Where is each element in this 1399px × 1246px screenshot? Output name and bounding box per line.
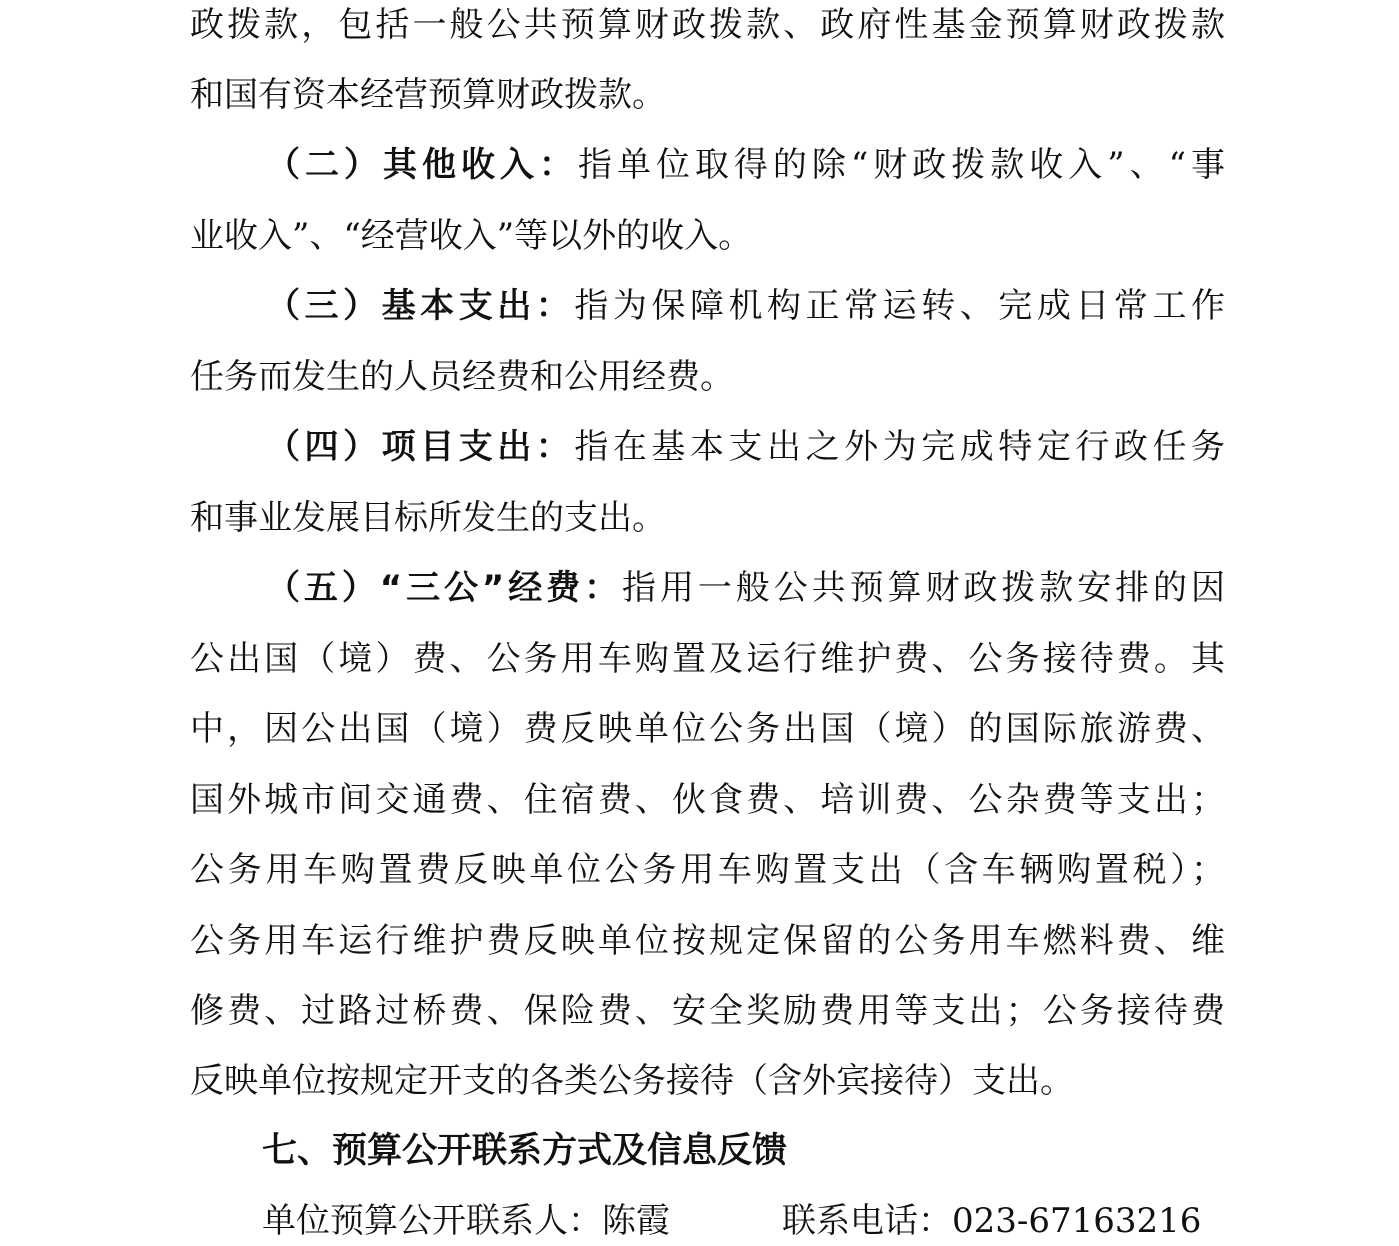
paragraph-line: 国外城市间交通费、住宿费、伙食费、培训费、公杂费等支出；: [190, 780, 1225, 820]
term-project-expenditure: （四）项目支出：: [266, 427, 575, 467]
paragraph-line: 政拨款，包括一般公共预算财政拨款、政府性基金预算财政拨款: [190, 5, 1225, 45]
section-heading: 七、预算公开联系方式及信息反馈: [262, 1131, 788, 1171]
paragraph-line: 公出国（境）费、公务用车购置及运行维护费、公务接待费。其: [190, 639, 1225, 679]
definition-project-expenditure: [266, 422, 1225, 472]
paragraph-line: 反映单位按规定开支的各类公务接待（含外宾接待）支出。: [190, 1061, 1074, 1101]
contact-person: 单位预算公开联系人：陈霞: [262, 1201, 670, 1241]
definition-basic-expenditure: [266, 281, 1225, 331]
definition-text: 指为保障机构正常运转、完成日常工作: [574, 286, 1226, 326]
paragraph-line: 公务用车运行维护费反映单位按规定保留的公务用车燃料费、维: [190, 921, 1225, 961]
paragraph-line: 和事业发展目标所发生的支出。: [190, 498, 666, 538]
definition-three-public-expenses: [266, 563, 1225, 613]
term-basic-expenditure: （三）基本支出：: [266, 286, 575, 326]
definition-text: 指在基本支出之外为完成特定行政任务: [574, 427, 1226, 467]
term-three-public-expenses: （五）“三公”经费：: [266, 568, 623, 608]
paragraph-line: 修费、过路过桥费、保险费、安全奖励费用等支出；公务接待费: [190, 991, 1225, 1031]
contact-info: [262, 1196, 1202, 1246]
paragraph-line: 业收入”、“经营收入”等以外的收入。: [190, 216, 753, 256]
definition-text: 指单位取得的除“财政拨款收入”、“事: [577, 145, 1225, 185]
term-other-income: （二）其他收入：: [266, 145, 578, 185]
contact-phone: 联系电话：023-67163216: [782, 1201, 1202, 1241]
definition-text: 指用一般公共预算财政拨款安排的因: [622, 568, 1225, 608]
paragraph-line: 任务而发生的人员经费和公用经费。: [190, 357, 734, 397]
definition-other-income: [266, 140, 1225, 190]
paragraph-line: 和国有资本经营预算财政拨款。: [190, 75, 666, 115]
paragraph-line: 公务用车购置费反映单位公务用车购置支出（含车辆购置税）；: [190, 850, 1225, 890]
paragraph-line: 中，因公出国（境）费反映单位公务出国（境）的国际旅游费、: [190, 709, 1225, 749]
